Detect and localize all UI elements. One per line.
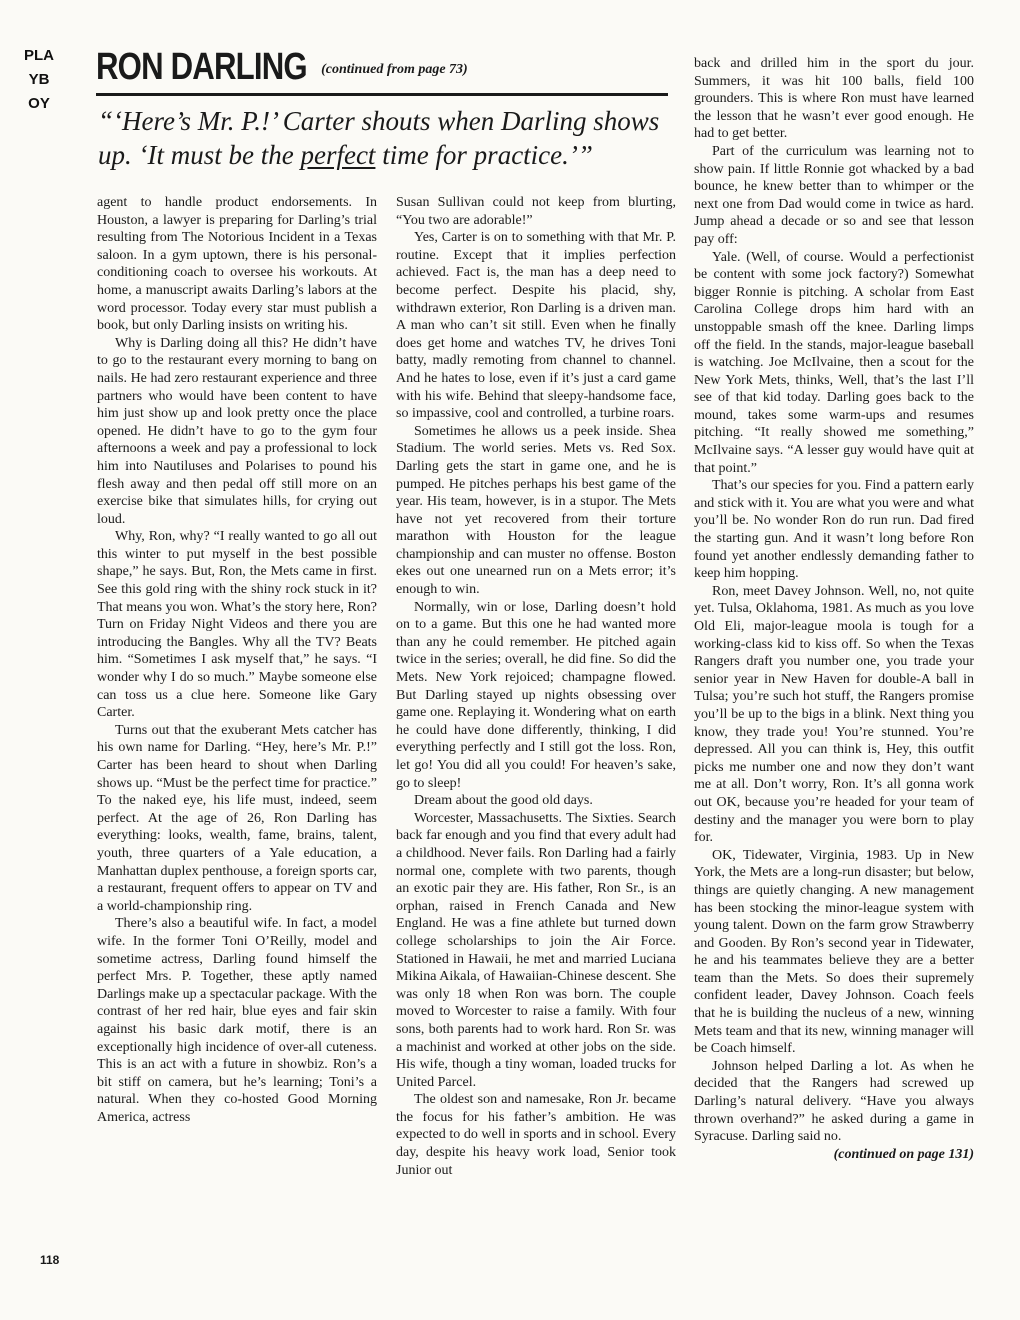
continued-on-note: (continued on page 131) xyxy=(833,1146,974,1162)
page-number: 118 xyxy=(40,1253,60,1267)
pull-quote-text-end: time for practice.’” xyxy=(375,140,593,170)
article-column-3 xyxy=(694,55,974,1163)
paragraph: Turns out that the exuberant Mets catcher has his own name for Darling. “Hey, here’s Mr. P.!” Carter has been heard to shout when Darling shows up. “Must be the perfect time for practice.” To the naked eye, his life must, indeed, seem perfect. At the age of 26, Ron Darling has everything: looks, wealth, fame, brains, talent, youth, three quarters of a Yale education, a Manhattan duplex penthouse, a foreign sports car, a restaurant, frequent offers to appear on TV and a world-championship ring. xyxy=(97,722,377,914)
paragraph: back and drilled him in the sport du jour. Summers, it was hit 100 balls, field 100 grounders. This is where Ron must have learned the lesson that he wasn’t ever good enough. He had to get better. xyxy=(694,56,974,142)
magazine-name-vertical: PLAYBOY xyxy=(24,47,54,112)
paragraph: The oldest son and namesake, Ron Jr. became the focus for his father’s ambition. He was expected to do well in sports and in school. Every day, despite his heavy work load, Senior took Junior out xyxy=(396,1092,676,1178)
article-column-1 xyxy=(97,194,377,1126)
paragraph: Why, Ron, why? “I really wanted to go all out this winter to put myself in the best possible shape,” he says. But, Ron, the Mets came in first. See this gold ring with the shiny rock stuck in it? That means you won. What’s the story here, Ron? Turn on Friday Night Videos and there you are introducing the Bangles. Why all the TV? Beats him. “Sometimes I ask myself that,” he says. “I wonder why I do so much.” Maybe someone else can toss us a clue here. Someone like Gary Carter. xyxy=(97,529,377,721)
paragraph: Ron, meet Davey Johnson. Well, no, not quite yet. Tulsa, Oklahoma, 1981. As much as you love Old Eli, major-league moola is tough for a working-class kid to kiss off. So when the Texas Rangers draft you number one, you trade your senior year in New Haven for double-A ball in Tulsa; you’re such hot stuff, the Rangers promise you’ll be up to the bigs in a blink. Next thing you know, they trade you! You’re stunned. You’re depressed. All you can think is, Hey, this outfit picks me number one and now they don’t want me at all. Don’t worry, Ron. It’s all gonna work out OK, because you’re headed for your team of destiny and the manager you were born to play for. xyxy=(694,583,974,846)
article-title: RON DARLING xyxy=(96,46,307,88)
article-header xyxy=(96,46,668,96)
paragraph: Johnson helped Darling a lot. As when he decided that the Rangers had screwed up Darling’s natural delivery. “Have you always thrown overhand?” he asked during a game in Syracuse. Darling said no. xyxy=(694,1058,974,1145)
paragraph: That’s our species for you. Find a pattern early and stick with it. You are what you were and what you’ll be. No wonder Ron do run run. Dad fired the starting gun. And it wasn’t long before Ron found yet another endlessly demanding father to keep him hopping. xyxy=(694,478,974,582)
paragraph: Normally, win or lose, Darling doesn’t hold on to a game. But this one he had wanted more than any he could remember. He pitched again twice in the series; overall, he did fine. So did the Mets. New York rejoiced; champagne flowed. But Darling stayed up nights obsessing over game one. Replaying it. Wondering what on earth he could have done differently, thinking, I did everything perfectly and I still got the loss. Ron, let go! You did all you could! For heaven’s sake, go to sleep! xyxy=(396,599,676,791)
paragraph: Yale. (Well, of course. Would a perfectionist be content with some jock factory?) Somewhat bigger Ronnie is pitching. A scholar from East Carolina College drops him hard with an unstoppable smash off the knee. Darling limps off the field. In the stands, major-league baseball is watching. Joe McIlvaine, then a scout for the New York Mets, thinks, Well, that’s the last I’ll see of that kid today. Darling goes back to the mound, takes some warm-ups and resumes pitching. “It really showed me something,” McIlvaine says. “A lesser guy would have quit at that point.” xyxy=(694,249,974,476)
pull-quote xyxy=(98,104,678,172)
paragraph: Susan Sullivan could not keep from blurting, “You two are adorable!” xyxy=(396,195,676,228)
paragraph: Dream about the good old days. xyxy=(414,793,593,809)
continued-from-note: (continued from page 73) xyxy=(321,62,468,77)
paragraph: agent to handle product endorsements. In Houston, a lawyer is preparing for Darling’s trial resulting from The Notorious Incident in a Texas saloon. In a gym uptown, there is his personal-conditioning coach to oversee his workouts. At home, a manuscript awaits Darling’s labors at the word processor. Today every star must publish a book, but only Darling insists on writing his. xyxy=(97,195,377,334)
paragraph: Yes, Carter is on to something with that Mr. P. routine. Except that it implies perfection achieved. Fact is, the man has a deep need to become perfect. Despite his placid, shy, withdrawn exterior, Ron Darling is a driven man. A man who can’t sit still. Even when he finally does get home and watches TV, he drives Toni batty, madly remoting from channel to channel. And he hates to lose, even if it’s just a card game with his wife. Behind that sleepy-handsome face, so impassive, cool and controlled, a turbine roars. xyxy=(396,230,676,422)
paragraph: Why is Darling doing all this? He didn’t have to go to the restaurant every morning to bang on nails. He had zero restaurant experience and three partners who would have been content to have him just show up and look pretty once the place opened. He didn’t have to go to the gym four afternoons a week and pay a professional to lock him into Nautiluses and Polarises to pound his flesh away and then pedal off still more on an exercise bike that simulates hills, for crying out loud. xyxy=(97,335,377,527)
paragraph: Worcester, Massachusetts. The Sixties. Search back far enough and you find that every adult had a childhood. Never fails. Ron Darling had a fairly normal one, complete with two parents, though an exotic pair they are. His father, Ron Sr., is an orphan, raised in French Canada and New England. He was a fine athlete but turned down college scholarships to join the Air Force. Stationed in Hawaii, he met and married Luciana Mikina Aikala, of Hawaiian-Chinese descent. She was only 18 when Ron was born. The couple moved to Worcester to raise a family. With four sons, both parents had to work hard. Ron Sr. was a machinist and worked at other jobs on the side. His wife, though a tiny woman, loaded trucks for United Parcel. xyxy=(396,810,676,1090)
pull-quote-emphasis: perfect xyxy=(300,140,376,170)
paragraph: OK, Tidewater, Virginia, 1983. Up in New York, the Mets are a long-run disaster; but below, things are quietly changing. A new management has been stocking the minor-league system with young talent. Down on the farm grow Strawberry and Gooden. By Ron’s second year in Tidewater, he and his teammates believe they are a better team than the Mets. So does their supremely confident leader, Davey Johnson. Coach feels that he is building the nucleus of a new, winning Mets team and that its new, winning manager will be Coach himself. xyxy=(694,847,974,1057)
paragraph: There’s also a beautiful wife. In fact, a model wife. In the former Toni O’Reilly, model and sometime actress, Darling found himself the perfect Mrs. P. Together, these aptly named Darlings make up a spectacular package. With the contrast of her red hair, blue eyes and fair skin against his basic dark motif, there is an exceptionally high incidence of over-all cuteness. This is an act with a future in showbiz. Ron’s a bit stiff on camera, but he’s learning; Toni’s a natural. When they co-hosted Good Morning America, actress xyxy=(97,916,377,1125)
article-column-2 xyxy=(396,194,676,1179)
paragraph: Part of the curriculum was learning not to show pain. If little Ronnie got whacked by a bad bounce, he knew better than to whimper or the next one from Dad would come in twice as hard. Jump ahead a decade or so and see that lesson pay off: xyxy=(694,143,974,247)
paragraph: Sometimes he allows us a peek inside. Shea Stadium. The world series. Mets vs. Red Sox. Darling gets the start in game one, and he is pumped. He pitches perhaps his best game of the year. His team, however, is in a stupor. The Mets have not yet recovered from their torture marathon with Houston for the league championship and can muster no offense. Boston ekes out one unearned run on a Mets error; it’s enough to win. xyxy=(396,423,676,598)
pull-quote-text-start: “‘Here’s Mr. P.!’ Carter shouts when Darling shows up. ‘It must be the xyxy=(98,106,660,170)
